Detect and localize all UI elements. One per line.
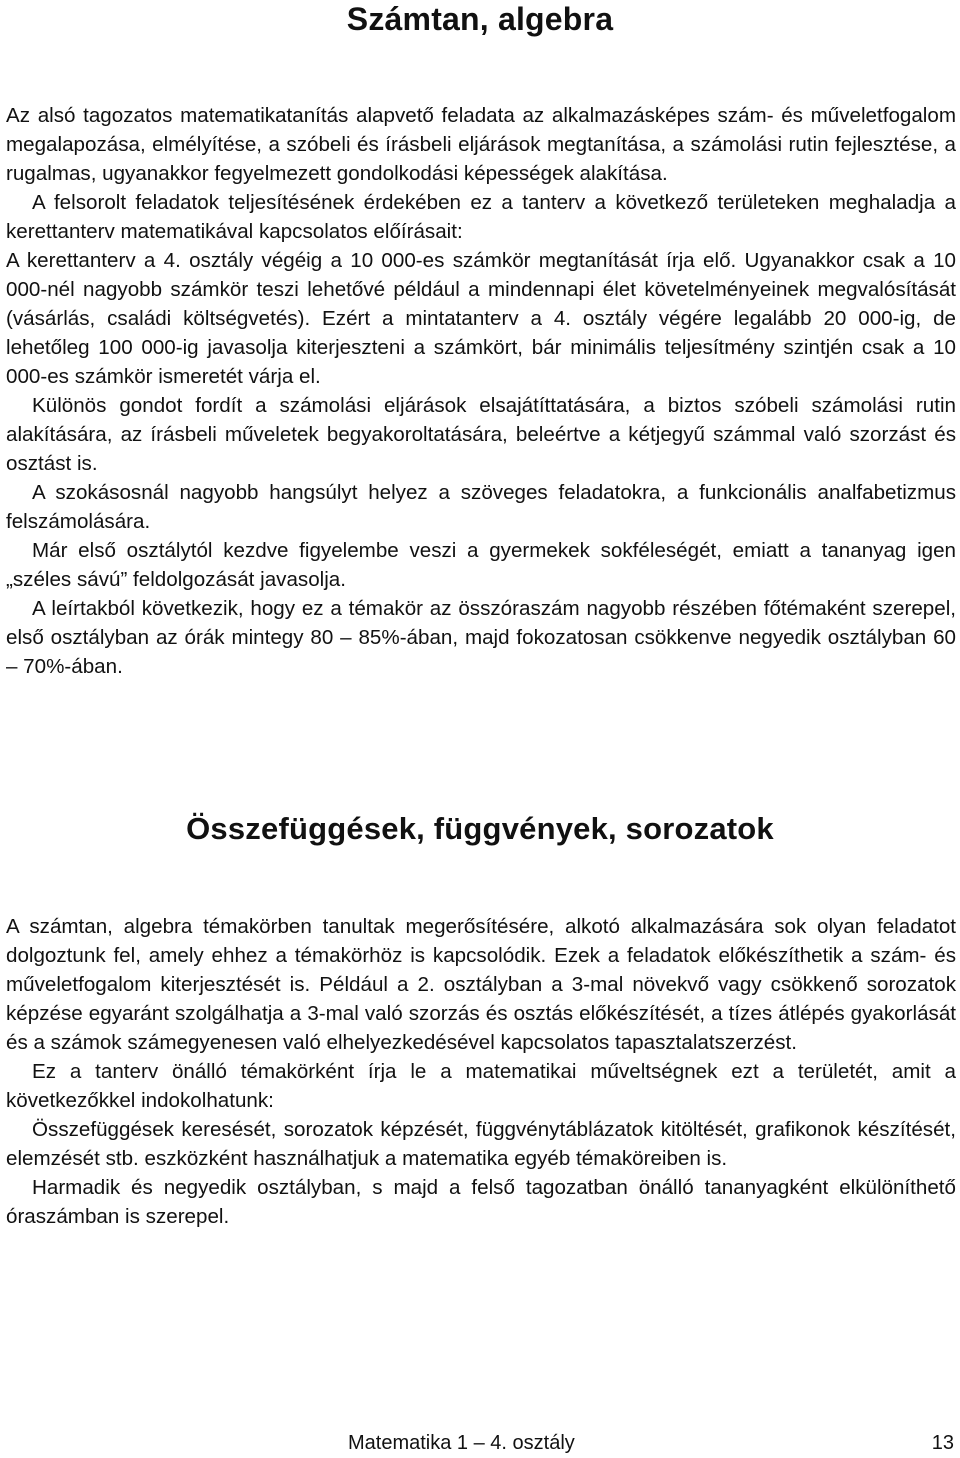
paragraph: Már első osztálytól kezdve figyelembe veszi a gyermekek sokféleségét, emiatt a tananyag igen „széles sávú” feldolgozását javasolja. xyxy=(6,539,956,591)
paragraph: A kerettanterv a 4. osztály végéig a 10 000-es számkör megtanítását írja elő. Ugyanakkor csak a 10 000-nél nagyobb számkör teszi lehetővé például a mindennapi élet követelményeinek megvalósítását (vásárlás, családi költségvetés). Ezért a mintatanterv a 4. osztály végére legalább 20 000-ig, de lehetőleg 100 000-ig javasolja kiterjeszteni a számkört, bár minimális teljesítmény szintjén csak a 10 000-es számkör ismeretét várja el. xyxy=(6,249,956,388)
footer-book-title: Matematika 1 – 4. osztály xyxy=(348,1432,575,1454)
paragraph: Összefüggések keresését, sorozatok képzését, függvénytáblázatok kitöltését, grafikonok készítését, elemzését stb. eszközként használhatjuk a matematika egyéb témaköreiben is. xyxy=(6,1118,956,1170)
page-number: 13 xyxy=(931,1432,954,1454)
paragraph: A leírtakból következik, hogy ez a témakör az összóraszám nagyobb részében főtémaként szerepel, első osztályban az órák mintegy 80 – 85%-ában, majd fokozatosan csökkenve negyedik osztályban 60 – 70%-ában. xyxy=(6,597,956,678)
paragraph: Ez a tanterv önálló témakörként írja le a matematikai műveltségnek ezt a területét, amit a következőkkel indokolhatunk: xyxy=(6,1060,956,1112)
paragraph: Az alsó tagozatos matematikatanítás alapvető feladata az alkalmazásképes szám- és műveletfogalom megalapozása, elmélyítése, a szóbeli és írásbeli eljárások megtanítása, a számolási rutin fejlesztése, a rugalmas, ugyanakkor fegyelmezett gondolkodási képességek alakítása. xyxy=(6,104,956,185)
paragraph: Különös gondot fordít a számolási eljárások elsajátíttatására, a biztos szóbeli számolási rutin alakítására, az írásbeli műveletek begyakoroltatására, beleértve a kétjegyű számmal való szorzást és osztást is. xyxy=(6,394,956,475)
paragraph: A számtan, algebra témakörben tanultak megerősítésére, alkotó alkalmazására sok olyan feladatot dolgoztunk fel, amely ehhez a témakörhöz is kapcsolódik. Ezek a feladatok előkészíthetik a szám- és műveletfogalom kiterjesztését is. Például a 2. osztályban a 3-mal növekvő vagy csökkenő sorozatok képzése egyaránt szolgálhatja a 3-mal való szorzás és osztás előkészítését, a tízes átlépés gyakorlását és a számok számegyenesen való elhelyezkedésével kapcsolatos tapasztalatszerzést. xyxy=(6,915,956,1054)
section-osszefuggesek xyxy=(6,912,956,1231)
section-title-szamtan-algebra: Számtan, algebra xyxy=(346,1,614,37)
section-title-osszefuggesek: Összefüggések, függvények, sorozatok xyxy=(186,811,774,846)
paragraph: A felsorolt feladatok teljesítésének érdekében ez a tanterv a következő területeken meghaladja a kerettanterv matematikával kapcsolatos előírásait: xyxy=(6,191,956,243)
paragraph: Harmadik és negyedik osztályban, s majd a felső tagozatban önálló tananyagként elkülöníthető óraszámban is szerepel. xyxy=(6,1176,956,1228)
section-szamtan-algebra xyxy=(6,101,956,681)
paragraph: A szokásosnál nagyobb hangsúlyt helyez a szöveges feladatokra, a funkcionális analfabetizmus felszámolására. xyxy=(6,481,956,533)
page-footer xyxy=(0,1428,960,1458)
